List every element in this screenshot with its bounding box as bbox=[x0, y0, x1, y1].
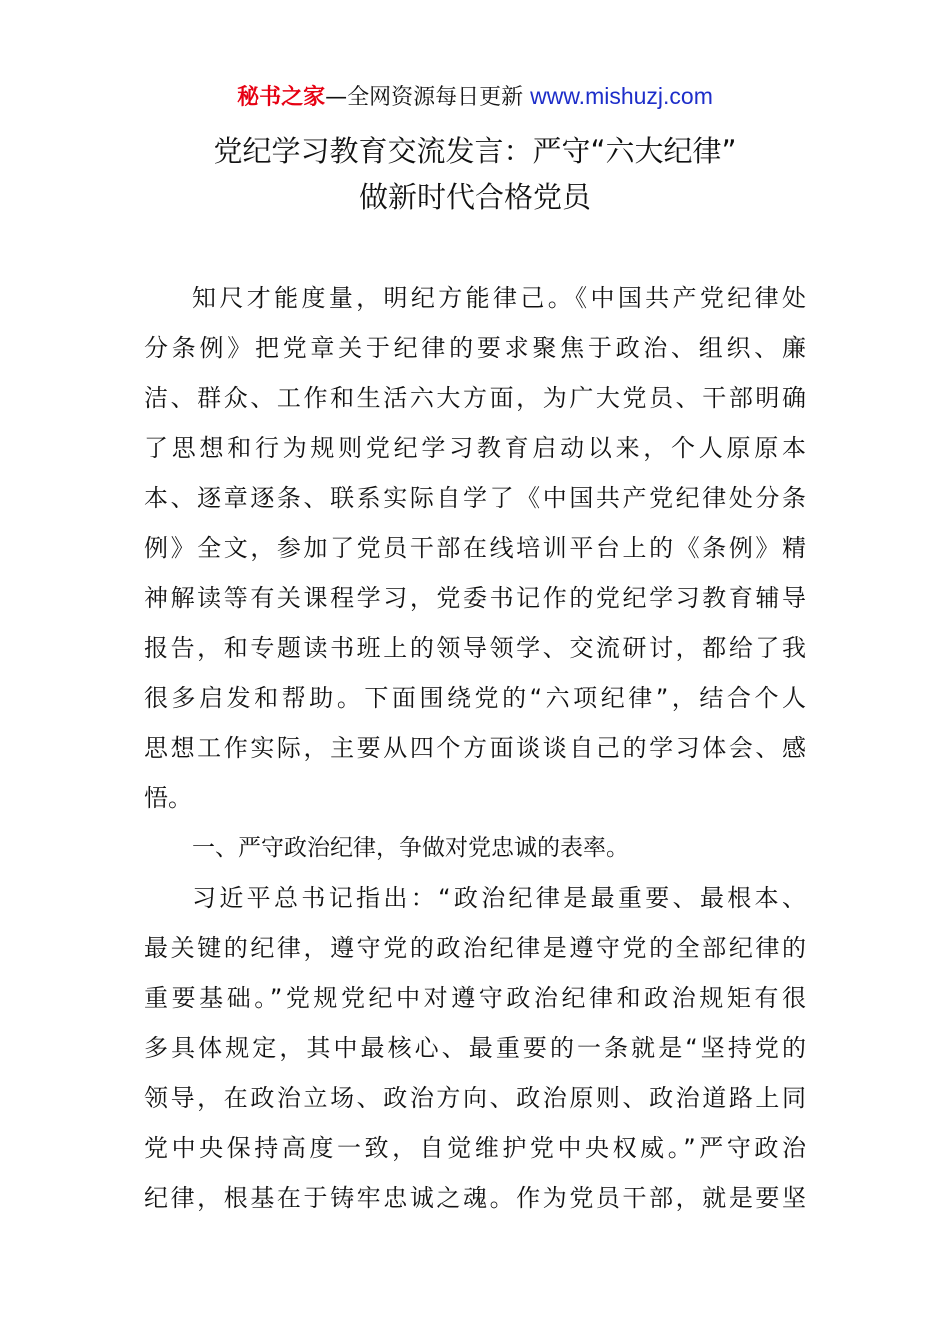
body-line: 分条例》把党章关于纪律的要求聚焦于政治、组织、廉 bbox=[144, 334, 806, 362]
document-title bbox=[0, 128, 950, 220]
site-header bbox=[0, 80, 950, 114]
body-line: 领导，在政治立场、政治方向、政治原则、政治道路上同 bbox=[144, 1084, 806, 1112]
body-line: 报告，和专题读书班上的领导领学、交流研讨，都给了我 bbox=[144, 634, 806, 662]
body-line: 神解读等有关课程学习，党委书记作的党纪学习教育辅导 bbox=[144, 584, 806, 612]
header-slogan: —全网资源每日更新 bbox=[325, 85, 531, 110]
body-line: 悟。 bbox=[144, 784, 192, 812]
body-line: 思想工作实际，主要从四个方面谈谈自己的学习体会、感 bbox=[144, 734, 806, 762]
title-line-2: 做新时代合格党员 bbox=[358, 180, 591, 214]
section-heading: 一、严守政治纪律，争做对党忠诚的表率。 bbox=[192, 835, 629, 861]
title-line-1: 党纪学习教育交流发言：严守“六大纪律” bbox=[213, 134, 737, 168]
body-line: 最关键的纪律，遵守党的政治纪律是遵守党的全部纪律的 bbox=[144, 934, 806, 962]
body-line: 党中央保持高度一致，自觉维护党中央权威。”严守政治 bbox=[144, 1134, 806, 1162]
brand-name: 秘书之家 bbox=[237, 85, 326, 110]
body-line: 知尺才能度量，明纪方能律己。《中国共产党纪律处 bbox=[192, 284, 806, 312]
body-line: 纪律，根基在于铸牢忠诚之魂。作为党员干部，就是要坚 bbox=[144, 1184, 806, 1212]
body-line: 洁、群众、工作和生活六大方面，为广大党员、干部明确 bbox=[144, 384, 806, 412]
body-line: 习近平总书记指出：“政治纪律是最重要、最根本、 bbox=[192, 884, 806, 912]
document-body bbox=[144, 273, 806, 1223]
body-line: 本、逐章逐条、联系实际自学了《中国共产党纪律处分条 bbox=[144, 484, 806, 512]
body-line: 多具体规定，其中最核心、最重要的一条就是“坚持党的 bbox=[144, 1034, 806, 1062]
body-line: 很多启发和帮助。下面围绕党的“六项纪律”，结合个人 bbox=[144, 684, 806, 712]
body-line: 例》全文，参加了党员干部在线培训平台上的《条例》精 bbox=[144, 534, 806, 562]
site-url[interactable]: www.mishuzj.com bbox=[530, 83, 713, 109]
body-line: 了思想和行为规则党纪学习教育启动以来，个人原原本 bbox=[144, 434, 806, 462]
body-line: 重要基础。”党规党纪中对遵守政治纪律和政治规矩有很 bbox=[144, 984, 806, 1012]
